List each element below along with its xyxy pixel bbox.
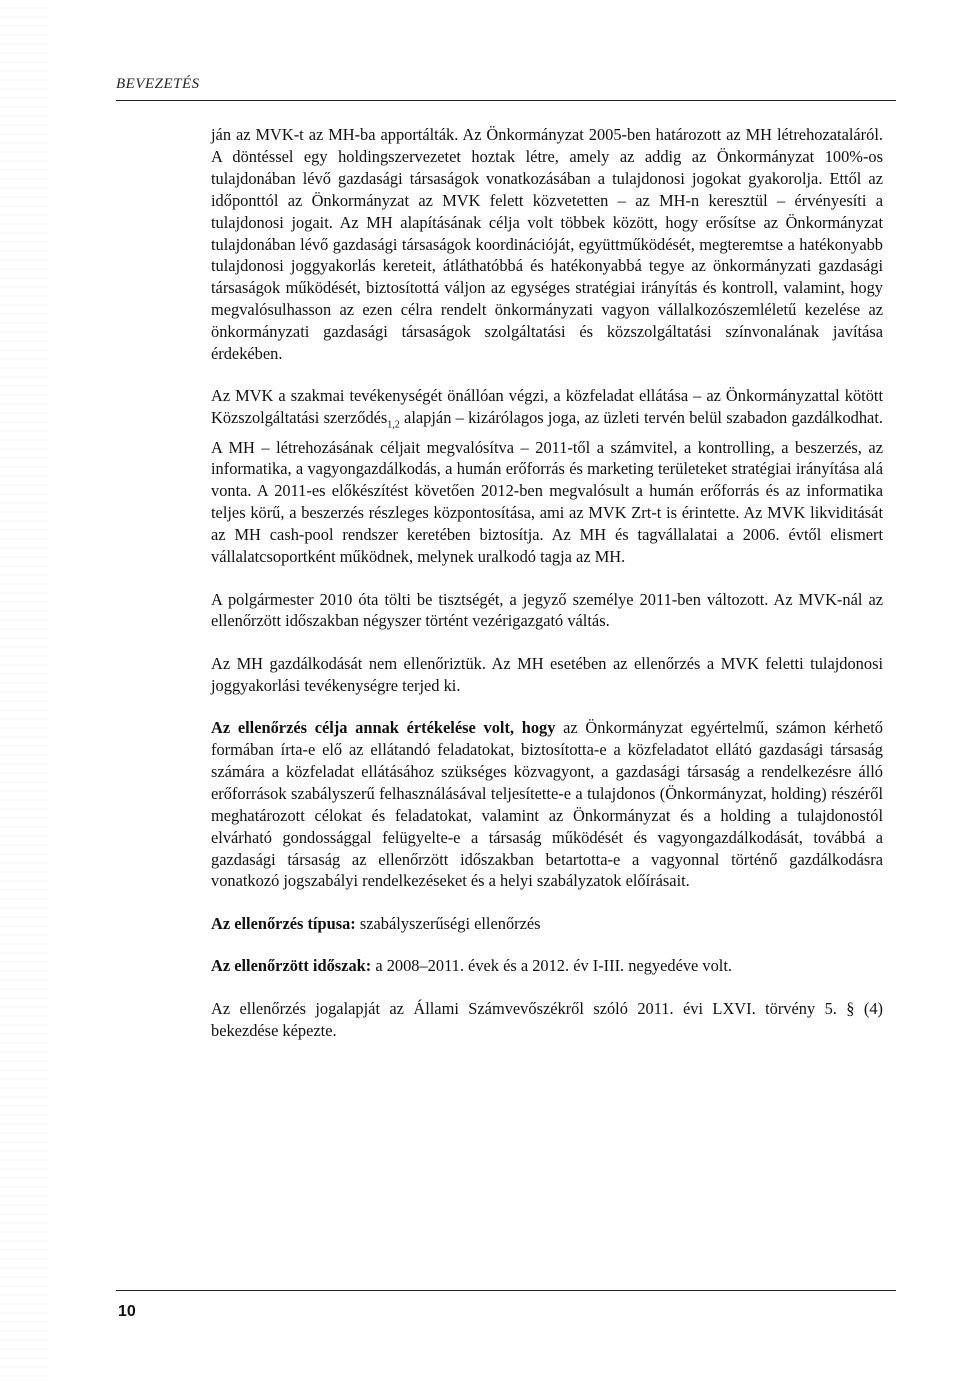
paragraph-1: ján az MVK-t az MH-ba apportálták. Az Önkormányzat 2005-ben határozott az MH létrehozataláról. A döntéssel egy holdingszervezetet hoztak létre, amely az addig az Önkormányzat 100%-os tulajdonában lévő gazdasági társaságok vonatkozásában a tulajdonosi jogokat gyakorolja. Ettől az időponttól az Önkormányzat az MVK felett közvetetten – az MH-n keresztül – érvényesíti a tulajdonosi jogait. Az MH alapításának célja volt többek között, hogy erősítse az Önkormányzat tulajdonában lévő gazdasági társaságok koordinációját, együttműködését, megteremtse a hatékonyabb tulajdonosi joggyakorlás kereteit, átláthatóbbá és hatékonyabbá tegye az önkormányzati gazdasági társaságok működését, biztosítottá váljon az egységes stratégiai irányítás és kontroll, valamint, hogy megvalósulhasson az ezen célra rendelt önkormányzati vagyon vállalkozószemléletű kezelése az önkormányzati gazdasági társaságok szolgáltatási és közszolgáltatási színvonalának javítása érdekében. bbox=[211, 125, 883, 364]
paragraph-3: A polgármester 2010 óta tölti be tisztségét, a jegyző személye 2011-ben változott. Az MVK-nál az ellenőrzött időszakban négyszer történt vezérigazgató váltás. bbox=[211, 589, 883, 631]
paragraph-5-bold: Az ellenőrzés célja annak értékelése volt, hogy bbox=[211, 718, 556, 738]
paragraph-5 bbox=[211, 717, 883, 892]
paragraph-7-text: a 2008–2011. évek és a 2012. év I-III. negyedéve volt. bbox=[371, 956, 733, 976]
paragraph-6 bbox=[211, 913, 883, 935]
body-text bbox=[211, 124, 883, 1042]
paragraph-7-bold: Az ellenőrzött időszak: bbox=[211, 956, 372, 976]
page-number: 10 bbox=[118, 1303, 136, 1320]
paragraph-6-bold: Az ellenőrzés típusa: bbox=[211, 913, 356, 933]
running-header: BEVEZETÉS bbox=[116, 76, 200, 92]
paragraph-2-before: Az MVK a szakmai tevékenységét önállóan végzi, a közfeladat ellátása – az Önkormányzattal kötött Közszolgáltatási szerződés bbox=[211, 386, 883, 428]
paragraph-2-after: alapján – kizárólagos joga, az üzleti tervén belül szabadon gazdálkodhat. A MH – létrehozásának céljait megvalósítva – 2011-től a számvitel, a kontrolling, a beszerzés, az informatika, a vagyongazdálkodás, a humán erőforrás és marketing területeket stratégiai irányítása alá vonta. A 2011-es előkészítést követően 2012-ben megvalósult a humán erőforrás és az informatika teljes körű, a beszerzés részleges központosítása, ami az MVK Zrt-t is érintette. Az MVK likviditását az MH cash-pool rendszer keretében biztosítja. Az MH és tagvállalatai a 2006. évtől elismert vállalatcsoportként működnek, melynek uralkodó tagja az MH. bbox=[211, 408, 883, 567]
header-rule bbox=[116, 100, 896, 101]
paragraph-6-text: szabályszerűségi ellenőrzés bbox=[355, 913, 541, 933]
paragraph-2 bbox=[211, 385, 883, 568]
paragraph-5-text: az Önkormányzat egyértelmű, számon kérhető formában írta-e elő az ellátandó feladatokat, biztosította-e a közfeladatot ellátó gazdasági társaság számára a közfeladat ellátásához szükséges közvagyont, a gazdasági társaság a rendelkezésre álló erőforrások szabályszerű felhasználásával teljesítette-e a tulajdonos (Önkormányzat, holding) részéről meghatározott célokat és feladatokat, valamint az Önkormányzat és a holding a tulajdonostól elvárható gondossággal felügyelte-e a társaság működését és vagyongazdálkodását, továbbá a gazdasági társaság az ellenőrzött időszakban betartotta-e a vagyonnal történő gazdálkodásra vonatkozó jogszabályi rendelkezéseket és a helyi szabályzatok előírásait. bbox=[211, 718, 883, 891]
paragraph-7 bbox=[211, 955, 883, 977]
paragraph-2-subscript: 1,2 bbox=[387, 419, 400, 431]
scan-margin-artifact bbox=[0, 0, 48, 1382]
paragraph-8: Az ellenőrzés jogalapját az Állami Számvevőszékről szóló 2011. évi LXVI. törvény 5. § (4) bekezdése képezte. bbox=[211, 998, 883, 1040]
paragraph-4: Az MH gazdálkodását nem ellenőriztük. Az MH esetében az ellenőrzés a MVK feletti tulajdonosi joggyakorlási tevékenységre terjed ki. bbox=[211, 653, 883, 695]
footer-rule bbox=[116, 1290, 896, 1291]
